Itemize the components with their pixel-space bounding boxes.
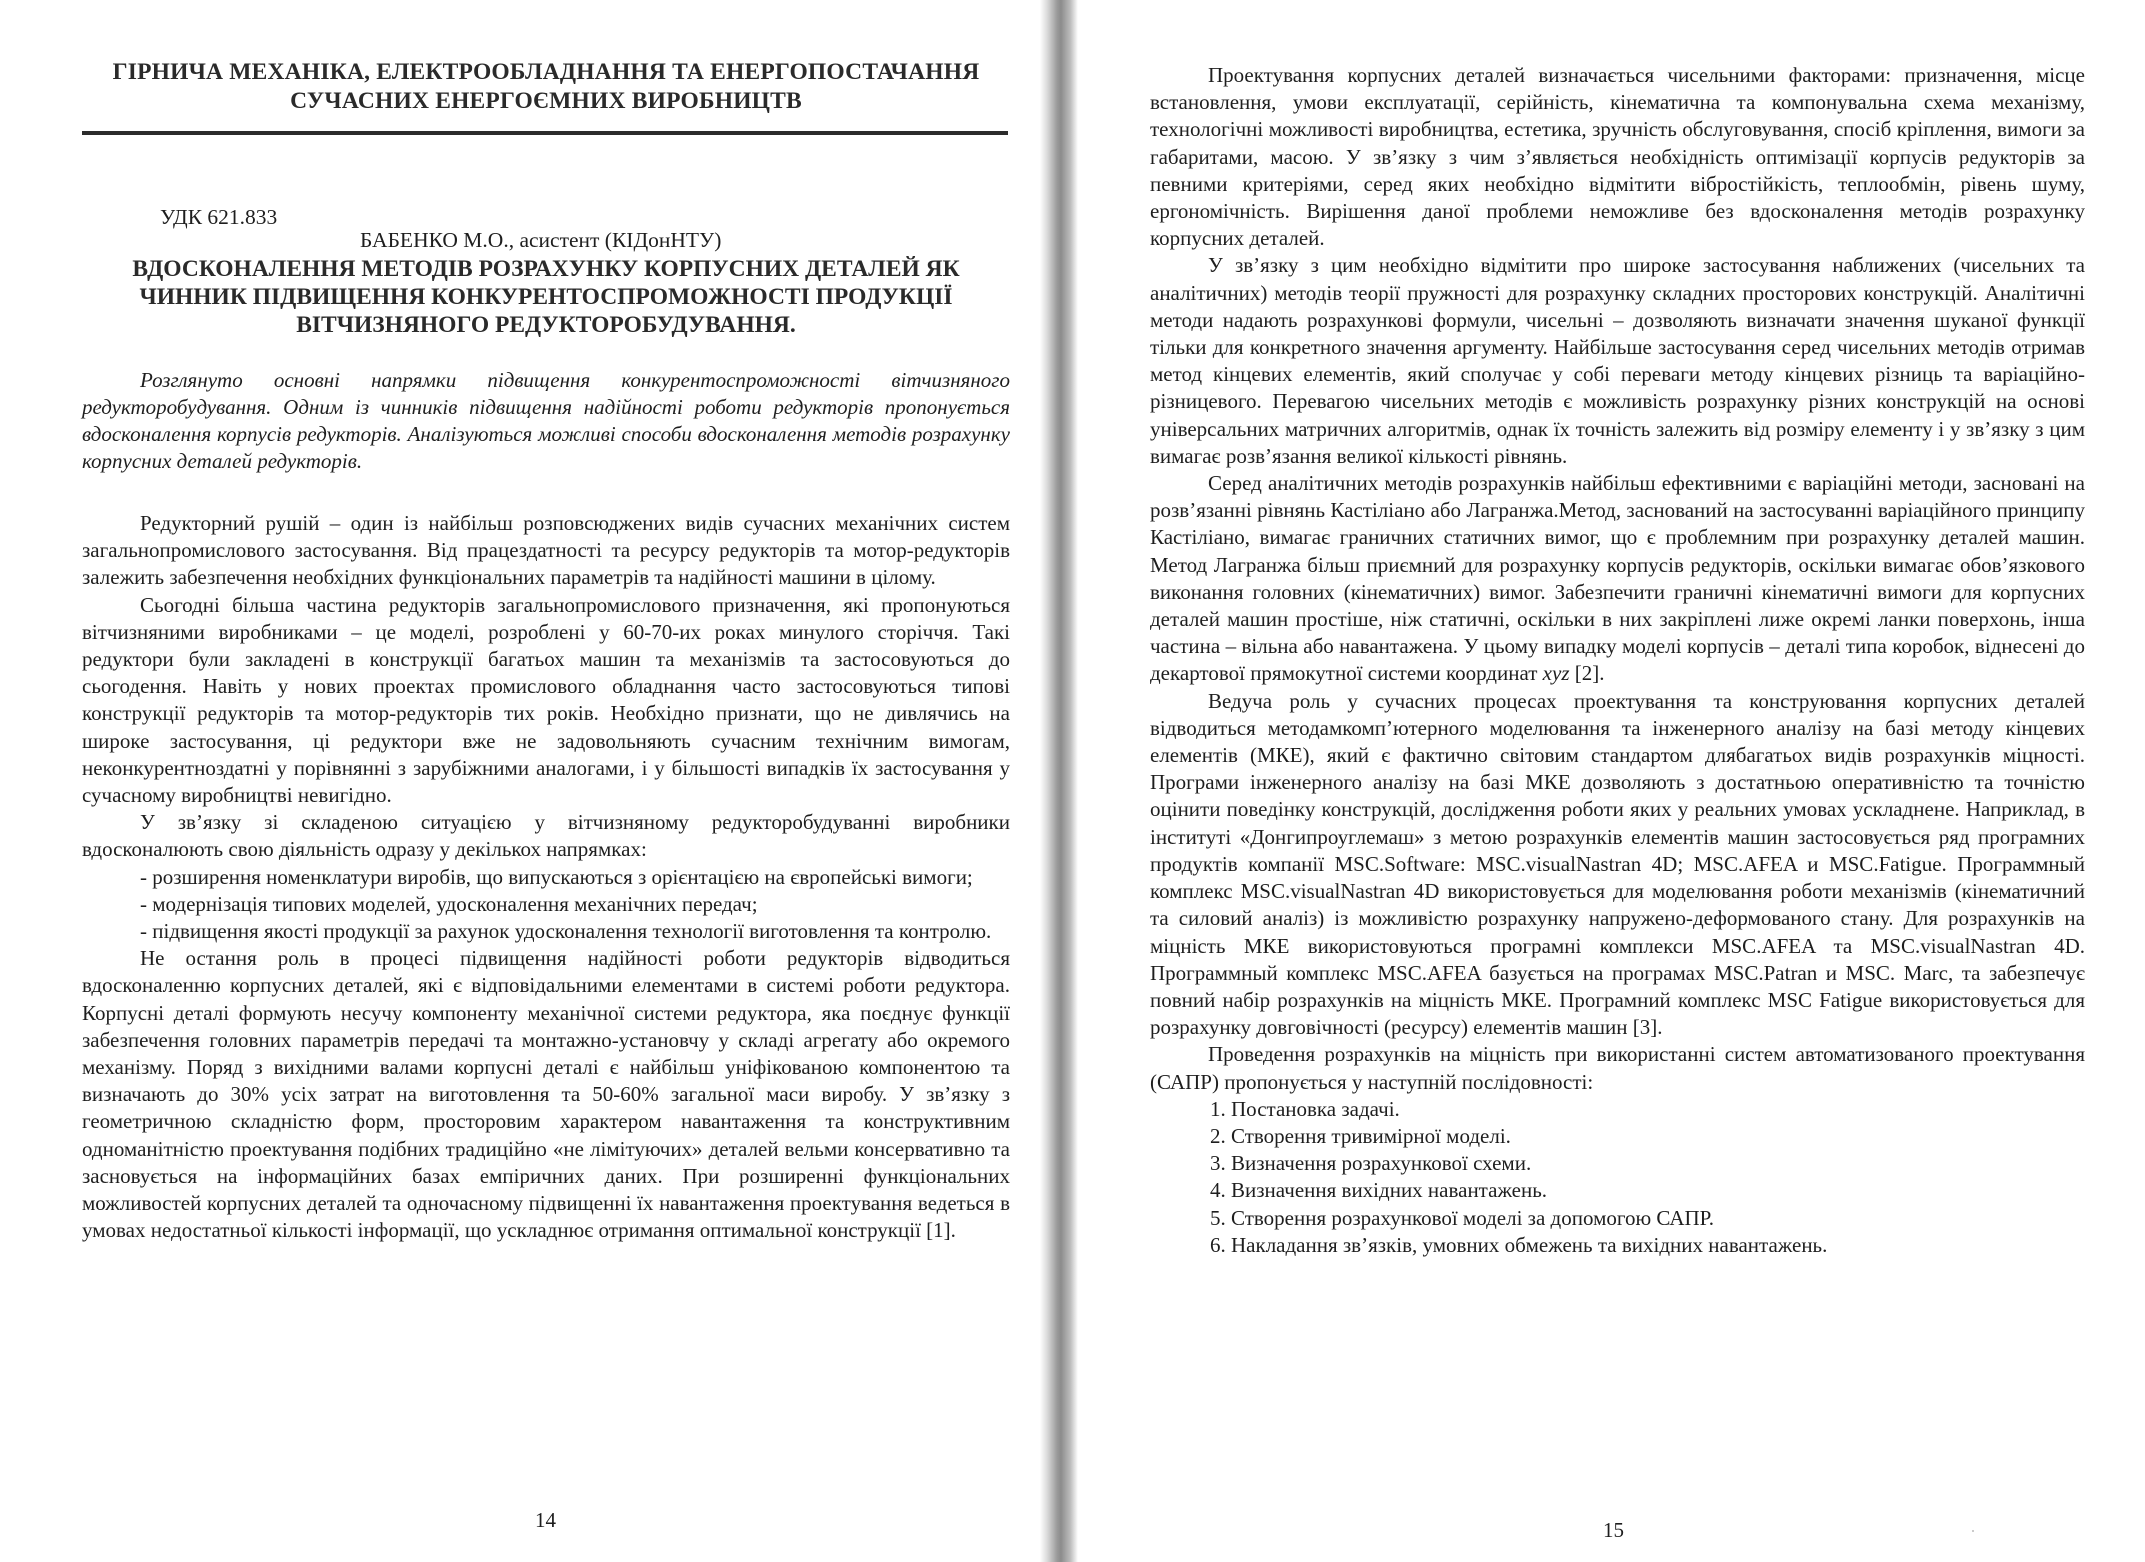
right-body bbox=[1150, 62, 2085, 1259]
step-item: 6. Накладання зв’язків, умовних обмежень та вихідних навантажень. bbox=[1210, 1232, 1828, 1257]
citation-ref: [2]. bbox=[1569, 661, 1605, 686]
paragraph bbox=[1150, 470, 2085, 688]
title-line: ВДОСКОНАЛЕННЯ МЕТОДІВ РОЗРАХУНКУ КОРПУСНИХ ДЕТАЛЕЙ ЯК bbox=[132, 256, 960, 282]
header-rule bbox=[82, 131, 1008, 135]
steps-list bbox=[1150, 1096, 2085, 1259]
page-number-right: 15 bbox=[1603, 1518, 1624, 1542]
paragraph-text: Серед аналітичних методів розрахунків найбільш ефективними є варіаційні методи, засновані на розв’язанні рівнянь Кастіліано або Лагранжа.Метод, заснований на застосуванні варіаційного принципу Кастіліано, вимагає граничних статичних вимог, що є проблемним при розрахунку деталей машин. Метод Лагранжа більш приємний для розрахунку корпусів редукторів, оскільки вимагає обов’язкового виконання головних (кінематичних) вимог. Забезпечити граничні кінематичні вимоги для корпусних деталей машин простіше, ніж статичні, оскільки в них закріплені лиже окремі ланки поверхонь, інша частина – вільна або навантажена. У цьому випадку моделі корпусів – деталі типа коробок, віднесені до декартової прямокутної системи координат bbox=[1150, 471, 2085, 686]
paragraph: Проектування корпусних деталей визначається чисельними факторами: призначення, місце встановлення, умови експлуатації, серійність, кінематична та компонувальна схема механізму, технологічні можливості виробництва, естетика, зручність обслуговування, спосіб кріплення, вимоги за габаритами, масою. У зв’язку з чим з’являється необхідність оптимізації корпусів редукторів за певними критеріями, серед яких необхідно відмітити вібростійкість, теплообмін, рівень шуму, ергономічність. Вирішення даної проблеми неможливе без вдосконалення методів розрахунку корпусних деталей. bbox=[1150, 63, 2085, 251]
paragraph: Не остання роль в процесі підвищення надійності роботи редукторів відводиться вдосконаленню корпусних деталей, які є відповідальними елементами в системі роботи редуктора. Корпусні деталі формують несучу компоненту механічної системи редуктора, яка поєднує функції забезпечення головних параметрів передачі та монтажно-установчу у складі агрегату або окремого механізму. Поряд з вихідними валами корпусні деталі є найбільш уніфікованою компонентою та визначають до 30% усіх затрат на виготовлення та 50-60% загальної маси виробу. У зв’язку з геометричною складністю форм, просторовим характером навантаження та конструктивним одноманітністю проектування подібних традиційно «не лімітуючих» деталей вельми консервативно та засновується на інформаційних базах емпіричних даних. При розширенні функціональних можливостей корпусних деталей та одночасному підвищенні їх навантаження проектування ведеться в умовах недостатньої кількості інформації, що ускладнює отримання оптимальної конструкції [1]. bbox=[82, 946, 1010, 1243]
step-item: 4. Визначення вихідних навантажень. bbox=[1210, 1178, 1548, 1203]
author-name: БАБЕНКО М.О., асистент (КІДонНТУ) bbox=[360, 228, 722, 252]
step-item: 3. Визначення розрахункової схеми. bbox=[1210, 1151, 1532, 1176]
paragraph: Ведуча роль у сучасних процесах проектування та конструювання корпусних деталей відводиться методамкомп’ютерного моделювання та інженерного аналізу на базі методу кінцевих елементів (МКЕ), який є фактично світовим стандартом длябагатьох видів розрахунків міцності. Програми інженерного аналізу на базі МКЕ дозволяють з достатньою оперативністю та точністю оцінити поведінку конструкцій, дослідження роботи яких у реальних умовах ускладнене. Наприклад, в інституті «Донгипроуглемаш» з метою розрахунків елементів машин застосовується ряд програмних продуктів компанії MSC.Software: MSC.visualNastran 4D; MSC.AFEA и MSC.Fatigue. Программный комплекс MSC.visualNastran 4D використовується для моделювання роботи механізмів (кінематичний та силовий аналіз) із можливістю розрахунку напружено-деформованого стану. Для розрахунків на міцність МКЕ використовуються програмні комплекси MSC.AFEA та MSC.visualNastran 4D. Программный комплекс MSC.AFEA базується на програмах MSC.Patran и MSC. Marc, та забезпечує повний набір розрахунків на міцність МКЕ. Програмний комплекс MSC Fatigue використовується для розрахунку довговічності (ресурсу) елементів машин [3]. bbox=[1150, 688, 2085, 1040]
scan-speck bbox=[1972, 1530, 1974, 1532]
abstract: Розглянуто основні напрямки підвищення конкурентоспроможності вітчизняного редукторобудування. Одним із чинників підвищення надійності роботи редукторів пропонується вдосконалення корпусів редукторів. Аналізуються можливі способи вдосконалення методів розрахунку корпусних деталей редукторів. bbox=[82, 368, 1010, 473]
coordinates-xyz: xyz bbox=[1542, 661, 1570, 686]
step-item: 5. Створення розрахункової моделі за допомогою САПР. bbox=[1210, 1205, 1714, 1230]
step-item: 2. Створення тривимірної моделі. bbox=[1210, 1123, 1511, 1148]
paragraph: Редукторний рушій – один із найбільш розповсюджених видів сучасних механічних систем загальнопромислового застосування. Від працездатності та ресурсу редукторів та мотор-редукторів залежить забезпечення необхідних функціональних параметрів та надійності машини в цілому. bbox=[82, 511, 1010, 590]
section-header bbox=[82, 58, 1010, 116]
article-title bbox=[82, 255, 1010, 339]
list-bullet: - модернізація типових моделей, удосконалення механічних передач; bbox=[140, 891, 758, 916]
udk-code: УДК 621.833 bbox=[160, 205, 278, 229]
list-bullet: - підвищення якості продукції за рахунок удосконалення технології виготовлення та контролю. bbox=[140, 919, 992, 944]
paragraph: У зв’язку зі складеною ситуацією у вітчизняному редукторобудуванні виробники вдосконалюють свою діяльність одразу у декількох напрямках: bbox=[82, 810, 1010, 862]
left-body bbox=[82, 510, 1010, 1244]
title-line: ЧИННИК ПІДВИЩЕННЯ КОНКУРЕНТОСПРОМОЖНОСТІ ПРОДУКЦІЇ bbox=[139, 284, 953, 310]
step-item: 1. Постановка задачі. bbox=[1210, 1096, 1400, 1121]
section-header-line: ГІРНИЧА МЕХАНІКА, ЕЛЕКТРООБЛАДНАННЯ ТА ЕНЕРГОПОСТАЧАННЯ bbox=[112, 59, 980, 85]
section-header-line: СУЧАСНИХ ЕНЕРГОЄМНИХ ВИРОБНИЦТВ bbox=[290, 88, 802, 114]
page-number-left: 14 bbox=[535, 1508, 556, 1532]
paragraph: У зв’язку з цим необхідно відмітити про широке застосування наближених (чисельних та аналітичних) методів теорії пружності для розрахунку складних просторових конструкцій. Аналітичні методи надають розрахункові формули, чисельні – дозволяють визначати значення шуканої функції тільки для конкретного значення аргументу. Найбільше застосування серед чисельних методів отримав метод кінцевих елементів, який сполучає у собі переваги методу кінцевих різниць та варіаційно-різницевого. Перевагою чисельних методів є можливість розрахунку різних конструкцій на основі універсальних матричних алгоритмів, однак їх точність залежить від розміру елементу і у зв’язку з цим вимагає розв’язання великої кількості рівнянь. bbox=[1150, 253, 2085, 468]
paragraph: Проведення розрахунків на міцність при використанні систем автоматизованого проектування (САПР) пропонується у наступній послідовності: bbox=[1150, 1042, 2085, 1094]
book-spine-gutter bbox=[1040, 0, 1078, 1562]
title-line: ВІТЧИЗНЯНОГО РЕДУКТОРОБУДУВАННЯ. bbox=[296, 312, 796, 338]
paragraph: Сьогодні більша частина редукторів загальнопромислового призначення, які пропонуються вітчизняними виробниками – це моделі, розроблені у 60-70-их роках минулого сторіччя. Такі редуктори були закладені в конструкції багатьох машин та механізмів та застосовуються до сьогодення. Навіть у нових проектах промислового обладнання часто застосовуються типові конструкції редукторів та мотор-редукторів тих років. Необхідно признати, що не дивлячись на широке застосування, ці редуктори вже не задовольняють сучасним технічним вимогам, неконкурентноздатні у порівнянні з зарубіжними аналогами, і у більшості випадків їх застосування у сучасному виробництві невигідно. bbox=[82, 592, 1010, 808]
list-bullet: - розширення номенклатури виробів, що випускаються з орієнтацією на європейські вимоги; bbox=[140, 864, 973, 889]
